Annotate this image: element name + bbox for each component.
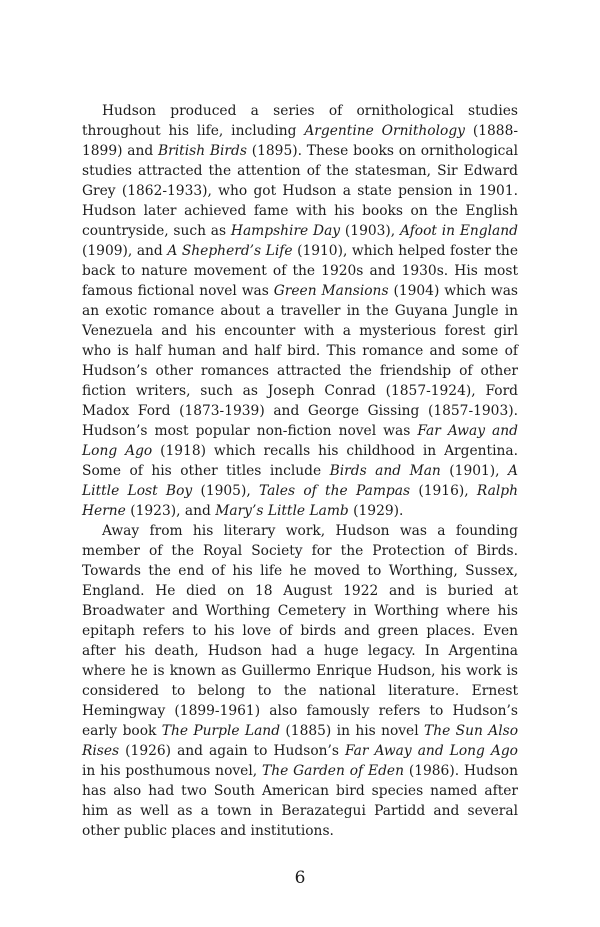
body-text [82, 101, 518, 841]
text-run: (1929). [348, 503, 404, 519]
text-run: (1904) which was an exotic romance about a traveller in the Guyana Jungle in Venezuela and his encounter with a mysterious forest girl who is half human and half bird. This romance and some of Hudson’s other romances attracted the friendship of other fiction writers, such as Joseph Conrad (1857-1924), Ford Madox Ford (1873-1939) and George Gissing (1857-1903). Hudson’s most popular non-fiction novel was [82, 283, 518, 439]
italic-title: The Sun Also Rises [82, 723, 518, 759]
text-run: (1885) in his novel [280, 723, 425, 739]
text-run: in his posthumous novel, [82, 763, 262, 779]
text-run: (1895). These books on ornithological studies attracted the attention of the statesman, Sir Edward Grey (1862-1933), who got Hudson a state pension in 1901. Hudson later achieved fame with his books on the English countryside, such as [82, 143, 518, 239]
text-run: (1903), [340, 223, 400, 239]
italic-title: Birds and Man [329, 463, 441, 479]
italic-title: A Little Lost Boy [82, 463, 518, 499]
italic-title: Ralph Herne [82, 483, 518, 519]
text-run: (1923), and [125, 503, 216, 519]
paragraph [82, 101, 518, 521]
text-run: (1905), [192, 483, 260, 499]
text-run: Hudson produced a series of ornithological studies throughout his life, including [82, 103, 518, 139]
italic-title: Far Away and Long Ago [82, 423, 518, 459]
text-run: (1986). Hudson has also had two South American bird species named after him as well as a town in Berazategui Partidd and several other public places and institutions. [82, 763, 518, 839]
text-run: (1901), [440, 463, 509, 479]
text-run: (1909), and [82, 243, 168, 259]
page-number: 6 [294, 868, 306, 888]
text-run: (1926) and again to Hudson’s [119, 743, 346, 759]
italic-title: A Shepherd’s Life [167, 243, 293, 259]
italic-title: Mary’s Little Lamb [215, 503, 349, 519]
text-run: (1888-1899) and [82, 123, 519, 159]
italic-title: Hampshire Day [230, 223, 341, 239]
italic-title: Afoot in England [399, 223, 518, 239]
italic-title: Argentine Ornithology [304, 123, 465, 139]
italic-title: Green Mansions [273, 283, 389, 299]
italic-title: The Purple Land [161, 723, 281, 739]
paragraph [82, 521, 518, 841]
italic-title: British Birds [158, 143, 247, 159]
text-run: (1910), which helped foster the back to nature movement of the 1920s and 1930s. His most famous fictional novel was [82, 243, 518, 299]
italic-title: Tales of the Pampas [259, 483, 411, 499]
italic-title: Far Away and Long Ago [345, 743, 518, 759]
text-run: (1916), [410, 483, 477, 499]
italic-title: The Garden of Eden [262, 763, 404, 779]
text-run: (1918) which recalls his childhood in Argentina. Some of his other titles include [82, 443, 518, 479]
text-run: Away from his literary work, Hudson was a founding member of the Royal Society for the Protection of Birds. Towards the end of his life he moved to Worthing, Sussex, England. He died on 18 August 1922 and is buried at Broadwater and Worthing Cemetery in Worthing where his epitaph refers to his love of birds and green places. Even after his death, Hudson had a huge legacy. In Argentina where he is known as Guillermo Enrique Hudson, his work is considered to belong to the national literature. Ernest Hemingway (1899-1961) also famously refers to Hudson’s early book [82, 523, 518, 739]
